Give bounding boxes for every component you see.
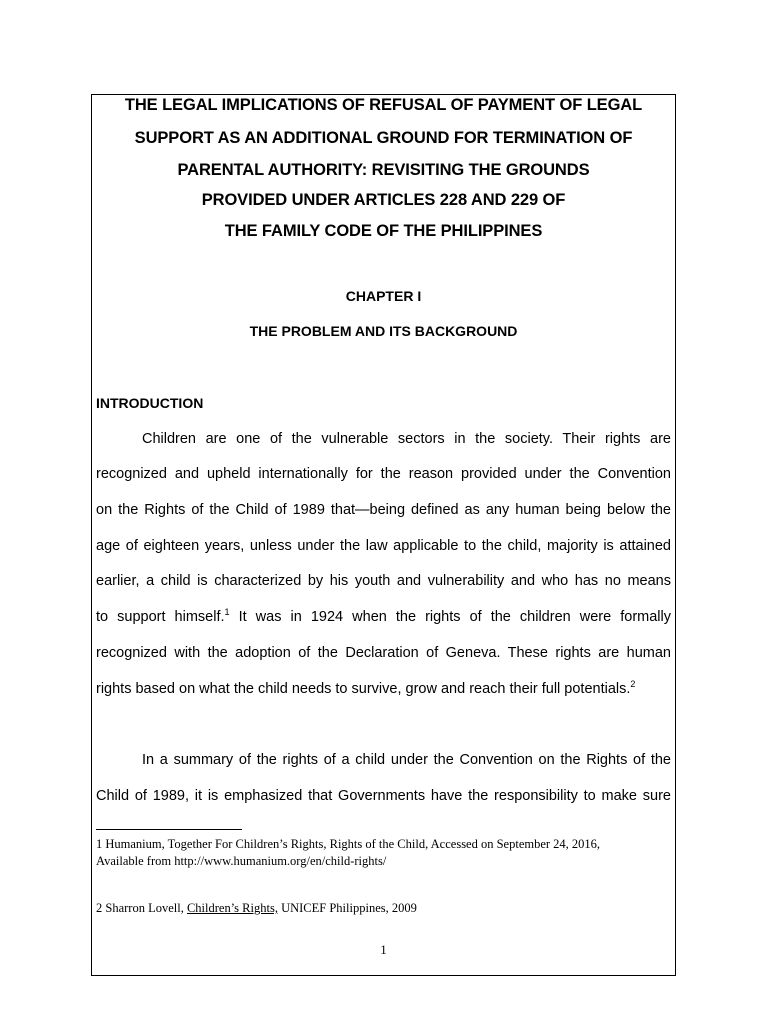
paragraph-2-line: Child of 1989, it is emphasized that Governments have the responsibility to make sure (96, 788, 671, 804)
title-line-3: PARENTAL AUTHORITY: REVISITING THE GROUNDS (177, 161, 590, 179)
line-text: to support himself. (96, 609, 225, 625)
footnote-2-publisher: UNICEF Philippines, 2009 (277, 901, 417, 915)
line-text: It was in 1924 when the rights of the children were formally (229, 609, 671, 625)
page-number: 1 (380, 942, 387, 957)
paragraph-1-line: recognized and upheld internationally for the reason provided under the Convention (96, 466, 671, 482)
footnote-ref-1: 1 (224, 607, 230, 617)
paragraph-1-line: recognized with the adoption of the Declaration of Geneva. These rights are human (96, 645, 671, 661)
paragraph-1-line: age of eighteen years, unless under the law applicable to the child, majority is attained (96, 538, 671, 554)
paragraph-2-line: In a summary of the rights of a child under the Convention on the Rights of the (142, 752, 671, 768)
section-heading-introduction: INTRODUCTION (96, 395, 204, 411)
line-text: rights based on what the child needs to survive, grow and reach their full potentials. (96, 681, 631, 697)
chapter-number: CHAPTER I (345, 288, 422, 304)
paragraph-1-line (96, 608, 671, 626)
title-line-5: THE FAMILY CODE OF THE PHILIPPINES (224, 222, 543, 240)
footnote-2-author: 2 Sharron Lovell, (96, 901, 187, 915)
footnote-separator (96, 829, 242, 830)
footnote-2 (96, 900, 417, 916)
footnote-1-line-1: 1 Humanium, Together For Children’s Rights, Rights of the Child, Accessed on September 24, 2016, (96, 837, 601, 851)
title-line-4: PROVIDED UNDER ARTICLES 228 AND 229 OF (201, 191, 566, 209)
title-line-1: THE LEGAL IMPLICATIONS OF REFUSAL OF PAYMENT OF LEGAL (124, 96, 643, 114)
footnote-ref-2: 2 (630, 679, 636, 689)
chapter-title: THE PROBLEM AND ITS BACKGROUND (249, 323, 518, 339)
footnote-2-title: Children’s Rights, (186, 901, 278, 915)
footnote-1-line-2: Available from http://www.humanium.org/en/child-rights/ (96, 854, 387, 868)
paragraph-1-line (96, 680, 671, 698)
title-line-2: SUPPORT AS AN ADDITIONAL GROUND FOR TERMINATION OF (134, 129, 633, 147)
paragraph-1-line: on the Rights of the Child of 1989 that—being defined as any human being below the (96, 502, 671, 518)
paragraph-1-line: earlier, a child is characterized by his youth and vulnerability and who has no means (96, 573, 671, 589)
paragraph-1-line: Children are one of the vulnerable sectors in the society. Their rights are (142, 431, 671, 447)
